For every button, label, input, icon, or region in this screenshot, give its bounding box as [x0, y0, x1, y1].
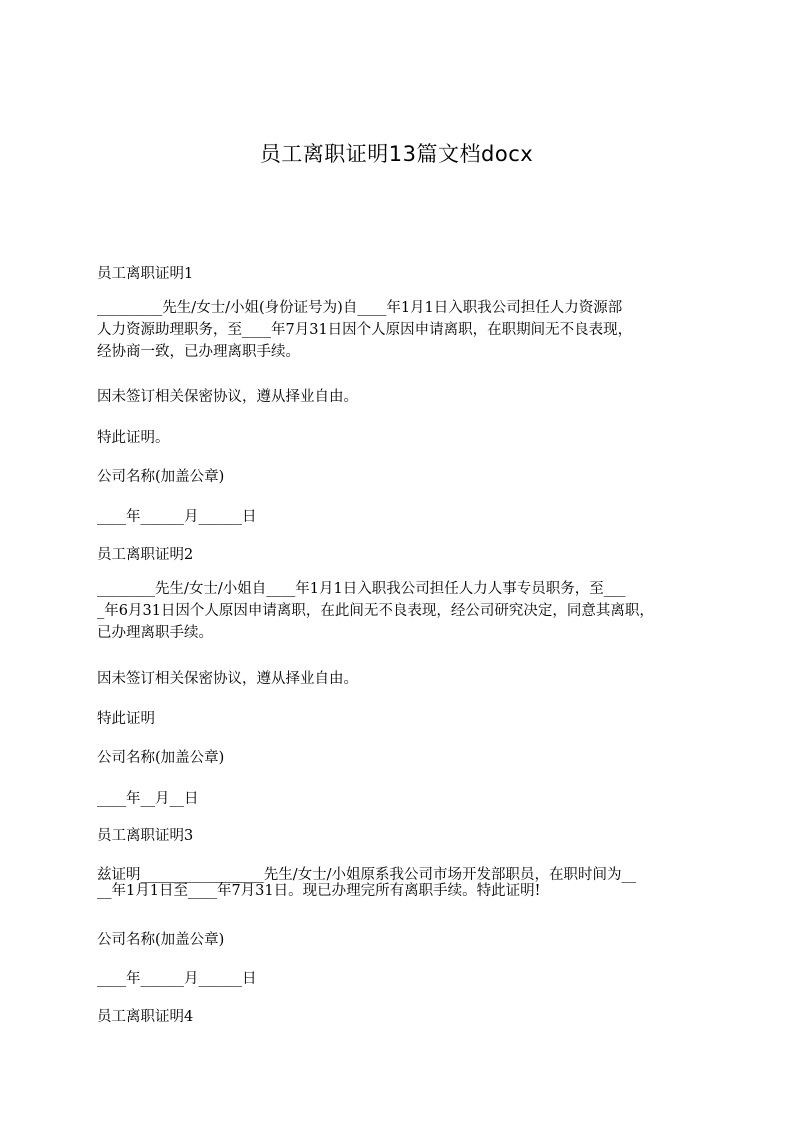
section-1-date: ____年______月______日	[97, 509, 257, 525]
paragraph-line: _年6月31日因个人原因申请离职，在此间无不良表现，经公司研究决定，同意其离职，	[97, 603, 654, 619]
paragraph-line: 已办理离职手续。	[97, 625, 213, 641]
section-3-paragraph-1	[97, 867, 722, 899]
section-1-company: 公司名称(加盖公章)	[97, 469, 225, 485]
section-2-paragraph-1	[97, 578, 722, 644]
paragraph-line: ________先生/女士/小姐自____年1月1日入职我公司担任人力人事专员职务，至___	[97, 581, 626, 597]
section-3-company: 公司名称(加盖公章)	[97, 932, 225, 948]
section-2-heading: 员工离职证明2	[97, 547, 194, 563]
paragraph-line: __年1月1日至____年7月31日。现已办理完所有离职手续。特此证明!	[97, 883, 541, 899]
section-2-date: ____年__月__日	[97, 791, 199, 807]
section-1-paragraph-1	[97, 297, 722, 363]
section-1-paragraph-2: 因未签订相关保密协议，遵从择业自由。	[97, 389, 358, 405]
section-4-heading: 员工离职证明4	[97, 1009, 194, 1025]
paragraph-line: 经协商一致，已办理离职手续。	[97, 344, 300, 360]
section-2-company: 公司名称(加盖公章)	[97, 750, 225, 766]
section-3-heading: 员工离职证明3	[97, 828, 194, 844]
paragraph-line: 人力资源助理职务，至____年7月31日因个人原因申请离职，在职期间无不良表现，	[97, 322, 633, 338]
section-2-paragraph-3: 特此证明	[97, 711, 155, 727]
document-title: 员工离职证明13篇文档docx	[259, 142, 534, 166]
section-2-paragraph-2: 因未签订相关保密协议，遵从择业自由。	[97, 671, 358, 687]
section-1-paragraph-3: 特此证明。	[97, 430, 170, 446]
paragraph-line: 兹证明_________________先生/女士/小姐原系我公司市场开发部职员，在职时间为__	[97, 867, 637, 883]
section-1-heading: 员工离职证明1	[97, 266, 194, 282]
paragraph-line: _________先生/女士/小姐(身份证号为)自____年1月1日入职我公司担任人力资源部	[97, 300, 623, 316]
section-3-date: ____年______月______日	[97, 971, 257, 987]
